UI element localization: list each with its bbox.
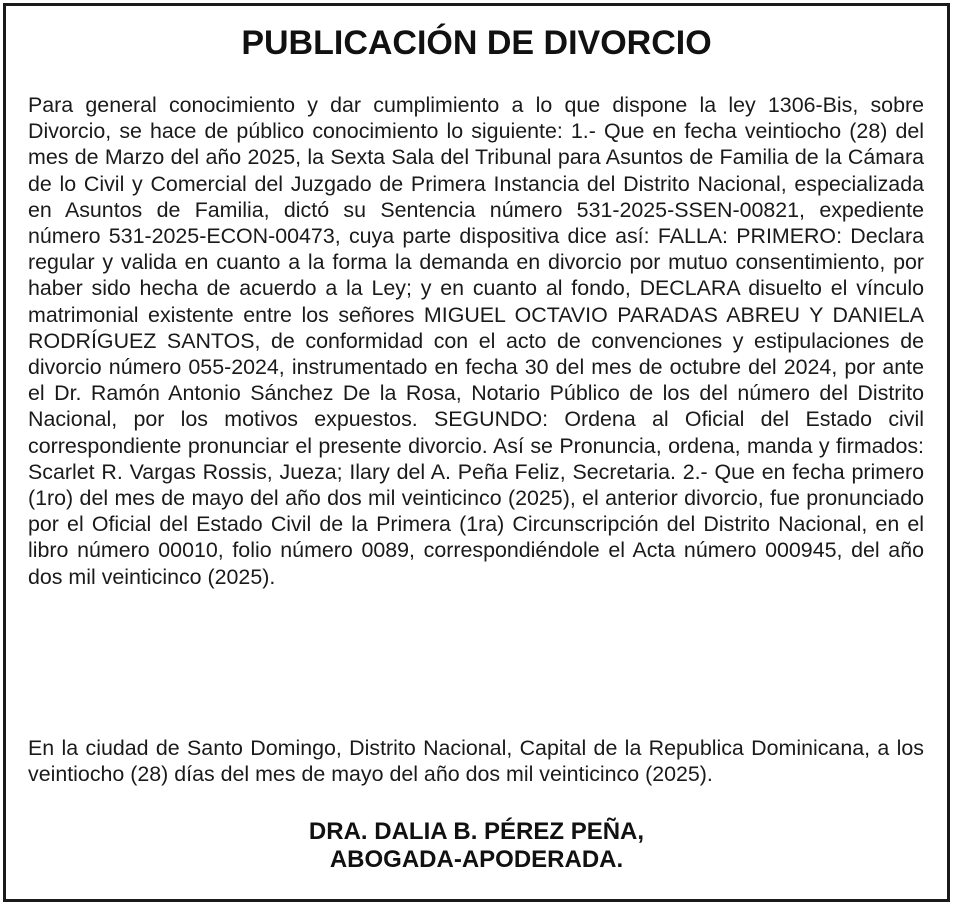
notice-title: PUBLICACIÓN DE DIVORCIO bbox=[241, 24, 712, 62]
notice-paragraph-main: Para general conocimiento y dar cumplimiento a lo que dispone la ley 1306-Bis, sobre Divorcio, se hace de público conocimiento lo siguiente: 1.- Que en fecha veintiocho (28) del mes de Marzo del año 2025, la Sexta Sala del Tribunal para Asuntos de Familia de la Cámara de lo Civil y Comercial del Juzgado de Primera Instancia del Distrito Nacional, especializada en Asuntos de Familia, dictó su Sentencia número 531-2025-SSEN-00821, expediente número 531-2025-ECON-00473, cuya parte dispositiva dice así: FALLA: PRIMERO: Declara regular y valida en cuanto a la forma la demanda en divorcio por mutuo consentimiento, por haber sido hecha de acuerdo a la Ley; y en cuanto al fondo, DECLARA disuelto el vínculo matrimonial existente entre los señores MIGUEL OCTAVIO PARADAS ABREU Y DANIELA RODRÍGUEZ SANTOS, de conformidad con el acto de convenciones y estipulaciones de divorcio número 055-2024, instrumentado en fecha 30 del mes de octubre del 2024, por ante el Dr. Ramón Antonio Sánchez De la Rosa, Notario Público de los del número del Distrito Nacional, por los motivos expuestos. SEGUNDO: Ordena al Oficial del Estado civil correspondiente pronunciar el presente divorcio. Así se Pronuncia, ordena, manda y firmados: Scarlet R. Vargas Rossis, Jueza; Ilary del A. Peña Feliz, Secretaria. 2.- Que en fecha primero (1ro) del mes de mayo del año dos mil veinticinco (2025), el anterior divorcio, fue pronunciado por el Oficial del Estado Civil de la Primera (1ra) Circunscripción del Distrito Nacional, en el libro número 00010, folio número 0089, correspondiéndole el Acta número 000945, del año dos mil veinticinco (2025). bbox=[28, 93, 924, 589]
signature-name: DRA. DALIA B. PÉREZ PEÑA, bbox=[308, 818, 645, 845]
legal-notice bbox=[3, 3, 950, 902]
signature-role: ABOGADA-APODERADA. bbox=[329, 846, 624, 873]
notice-paragraph-closing: En la ciudad de Santo Domingo, Distrito Nacional, Capital de la Republica Dominicana, a los veintiocho (28) días del mes de mayo del año dos mil veinticinco (2025). bbox=[28, 736, 924, 787]
